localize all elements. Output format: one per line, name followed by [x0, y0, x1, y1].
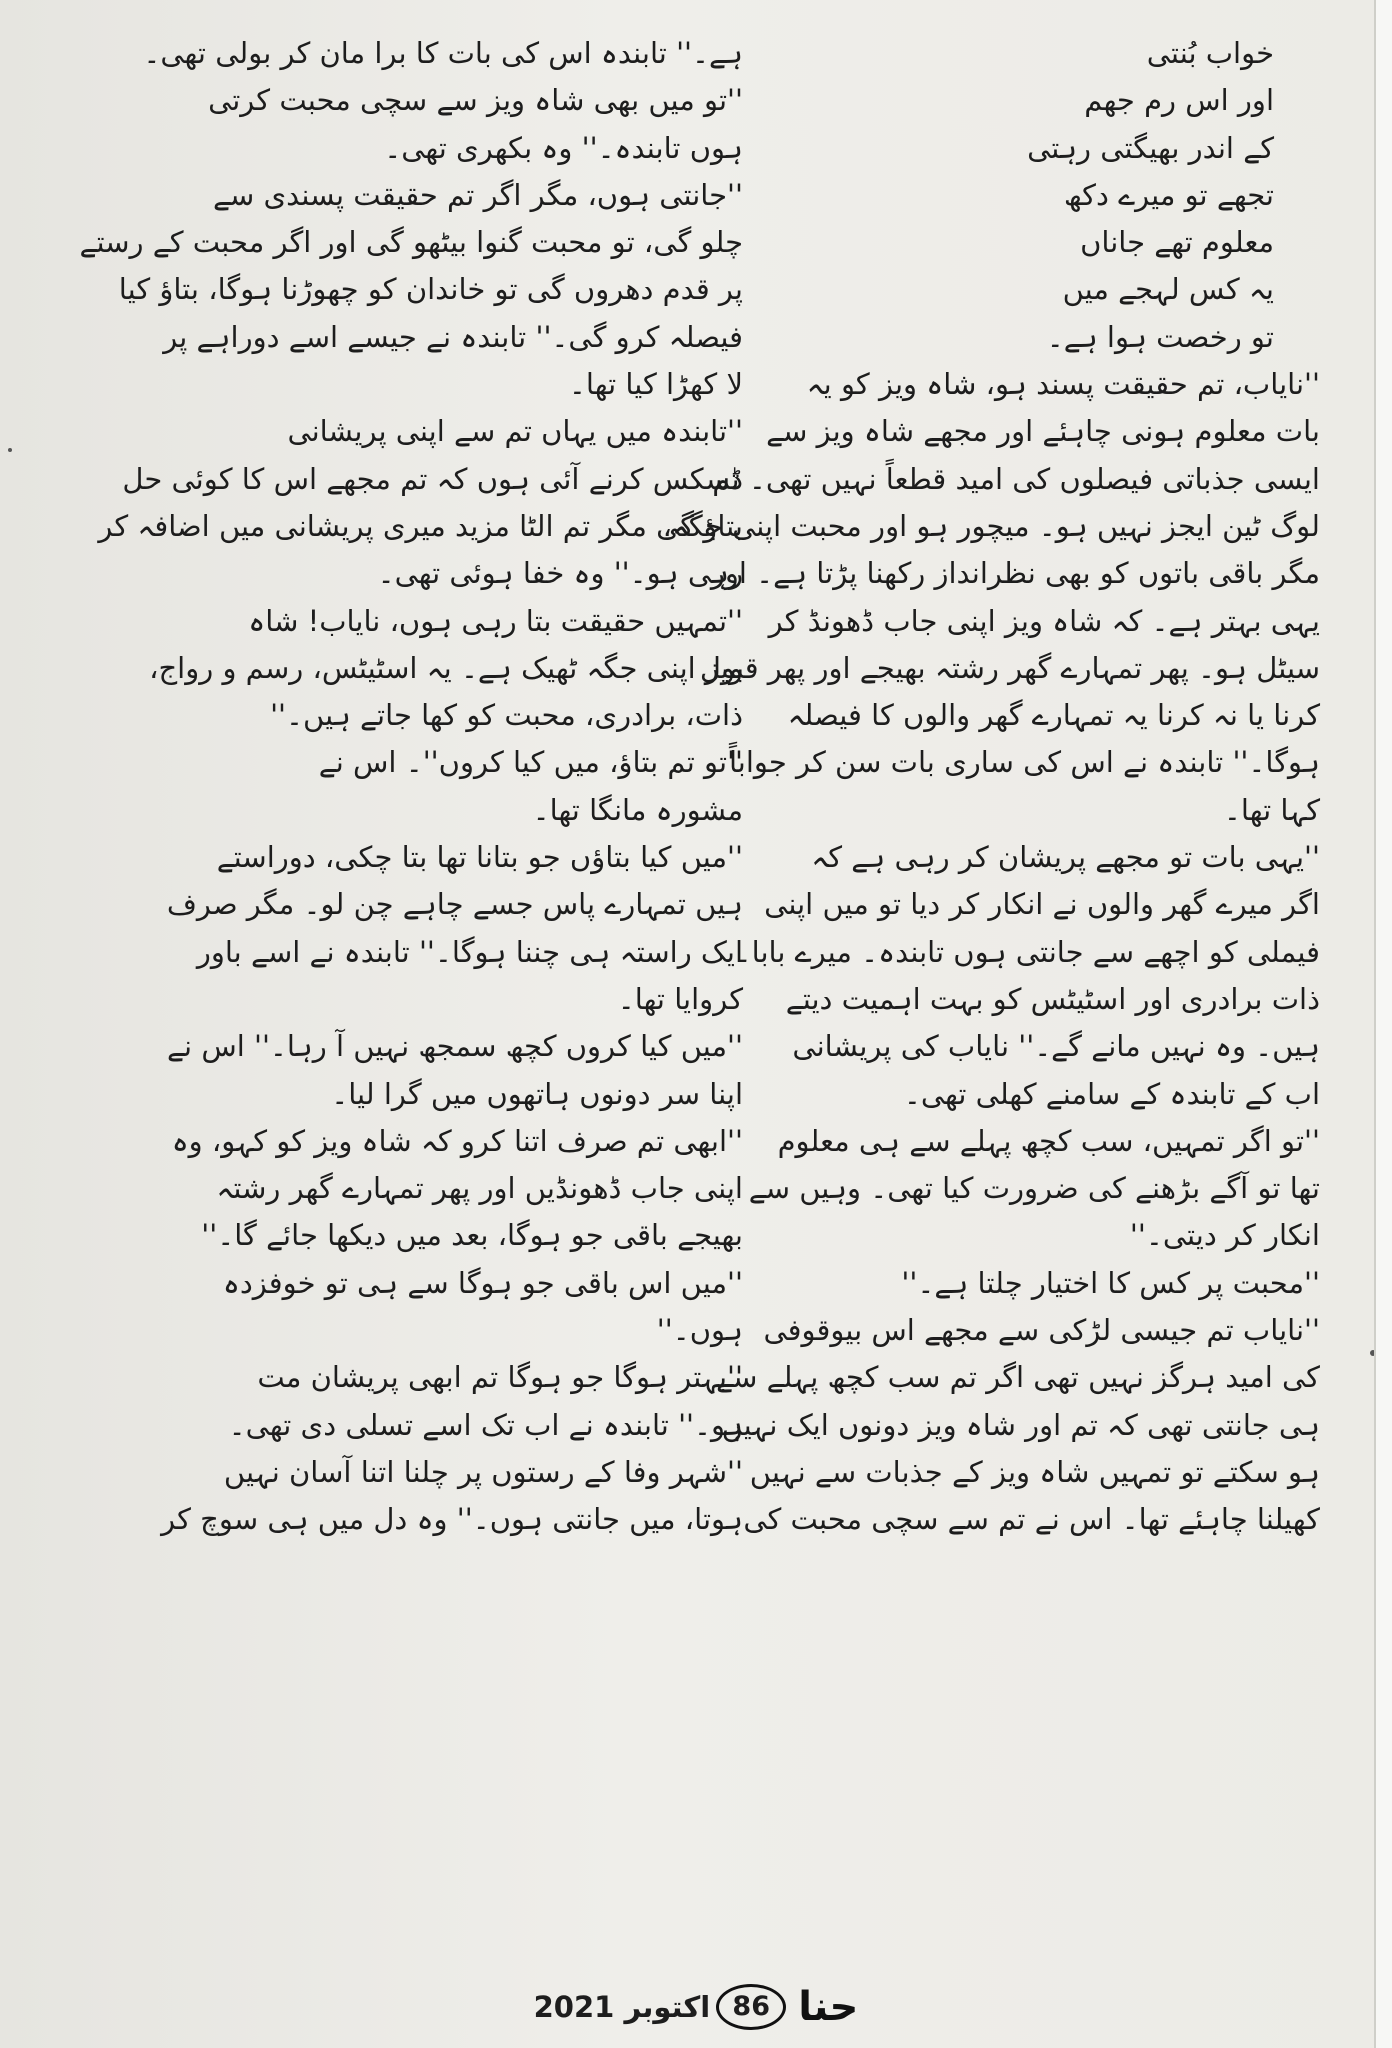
- text-line: انکار کر دیتی۔'': [1129, 1218, 1320, 1253]
- scan-speck: [8, 448, 12, 452]
- text-line: ہیں تمہارے پاس جسے چاہے چن لو۔ مگر صرف: [166, 887, 743, 922]
- text-line: ہوگا۔'' تابندہ نے اس کی ساری بات سن کر جواباً: [728, 745, 1320, 780]
- text-line: ''تو میں بھی شاہ ویز سے سچی محبت کرتی: [208, 83, 743, 118]
- text-line: مشورہ مانگا تھا۔: [532, 792, 743, 827]
- text-line: کرنا یا نہ کرنا یہ تمہارے گھر والوں کا فیصلہ: [787, 698, 1320, 733]
- text-line: ہوتا، میں جانتی ہوں۔'' وہ دل میں ہی سوچ کر: [161, 1502, 743, 1537]
- text-line: ہوں تابندہ۔'' وہ بکھری تھی۔: [384, 130, 743, 165]
- text-line: ''جانتی ہوں، مگر اگر تم حقیقت پسندی سے: [212, 177, 743, 212]
- text-line: ہی جانتی تھی کہ تم اور شاہ ویز دونوں ایک نہیں: [721, 1407, 1320, 1442]
- text-line: لا کھڑا کیا تھا۔: [568, 367, 743, 402]
- text-line: کروایا تھا۔: [617, 981, 743, 1016]
- left-text-column: [79, 30, 743, 1544]
- poem-line: خواب بُنتی: [1146, 36, 1274, 70]
- text-line: ''یہی بات تو مجھے پریشان کر رہی ہے کہ: [811, 840, 1320, 875]
- text-line: ''محبت پر کس کا اختیار چلتا ہے۔'': [901, 1265, 1320, 1300]
- text-line: ''میں کیا کروں کچھ سمجھ نہیں آ رہا۔'' اس نے: [167, 1029, 743, 1064]
- text-line: بات معلوم ہونی چاہئے اور مجھے شاہ ویز سے: [766, 414, 1320, 449]
- text-line: ''تو اگر تمہیں، سب کچھ پہلے سے ہی معلوم: [777, 1123, 1320, 1158]
- text-line: پر قدم دھروں گی تو خاندان کو چھوڑنا ہوگا، بتاؤ کیا: [118, 272, 743, 307]
- text-line: ایک راستہ ہی چننا ہوگا۔'' تابندہ نے اسے باور: [196, 934, 743, 969]
- text-line: تھا تو آگے بڑھنے کی ضرورت کیا تھی۔ وہیں سے: [748, 1171, 1320, 1206]
- text-line: ''بہتر ہوگا جو ہوگا تم ابھی پریشان مت: [257, 1360, 743, 1395]
- text-line: ''تو تم بتاؤ، میں کیا کروں''۔ اس نے: [318, 745, 743, 780]
- text-line: ایسی جذباتی فیصلوں کی امید قطعاً نہیں تھی۔ تم: [712, 461, 1320, 496]
- text-line: کہا تھا۔: [1223, 792, 1320, 827]
- text-line: بھیجے باقی جو ہوگا، بعد میں دیکھا جائے گا۔'': [201, 1218, 743, 1253]
- text-line: فیملی کو اچھے سے جانتی ہوں تابندہ۔ میرے بابا۔: [734, 934, 1320, 969]
- text-line: اپنا سر دونوں ہاتھوں میں گرا لیا۔: [331, 1076, 743, 1111]
- text-line: اپنی جاب ڈھونڈیں اور پھر تمہارے گھر رشتہ: [216, 1171, 743, 1206]
- page-edge: [1374, 0, 1392, 2048]
- text-line: ذات برادری اور اسٹیٹس کو بہت اہمیت دیتے: [785, 981, 1320, 1016]
- text-line: کی امید ہرگز نہیں تھی اگر تم سب کچھ پہلے سے: [716, 1360, 1320, 1395]
- poem-line: معلوم تھے جاناں: [1080, 225, 1274, 260]
- text-line: ''شہر وفا کے رستوں پر چلنا اتنا آسان نہیں: [223, 1454, 743, 1489]
- text-line: ہو سکتے تو تمہیں شاہ ویز کے جذبات سے نہیں: [749, 1454, 1320, 1489]
- text-line: ''تابندہ میں یہاں تم سے اپنی پریشانی: [287, 414, 743, 449]
- page-number: 86: [716, 1984, 786, 2030]
- issue-date: اکتوبر 2021: [533, 1990, 711, 2024]
- text-line: فیصلہ کرو گی۔'' تابندہ نے جیسے اسے دوراہے پر: [163, 319, 743, 354]
- text-line: چلو گی، تو محبت گنوا بیٹھو گی اور اگر محبت کے رستے: [79, 225, 743, 260]
- poem-line: تجھے تو میرے دکھ: [1063, 177, 1274, 212]
- text-line: اگر میرے گھر والوں نے انکار کر دیا تو میں اپنی: [764, 887, 1320, 922]
- text-line: بتاؤ گی مگر تم الٹا مزید میری پریشانی میں اضافہ کر: [98, 508, 743, 543]
- poem-line: کے اندر بھیگتی رہتی: [1027, 130, 1274, 165]
- text-line: ہے۔'' تابندہ اس کی بات کا برا مان کر بولی تھی۔: [143, 36, 743, 70]
- poem-block: [780, 30, 1320, 361]
- text-line: ذات، برادری، محبت کو کھا جاتے ہیں۔'': [270, 698, 743, 733]
- text-line: ''تمہیں حقیقت بتا رہی ہوں، نایاب! شاہ: [248, 603, 743, 638]
- poem-line: یہ کس لہجے میں: [1062, 272, 1274, 307]
- text-line: ''میں کیا بتاؤں جو بتانا تھا بتا چکی، دوراستے: [216, 840, 743, 875]
- magazine-logo: حنا: [798, 1984, 859, 2030]
- text-line: مگر باقی باتوں کو بھی نظرانداز رکھنا پڑتا ہے۔ اور: [710, 556, 1320, 591]
- text-line: یہی بہتر ہے۔ کہ شاہ ویز اپنی جاب ڈھونڈ کر: [768, 603, 1320, 638]
- poem-line: اور اس رم جھم: [1084, 83, 1274, 118]
- poem-line: تو رخصت ہوا ہے۔: [1046, 319, 1274, 354]
- text-line: ''نایاب، تم حقیقت پسند ہو، شاہ ویز کو یہ: [806, 367, 1320, 402]
- text-line: لوگ ٹین ایجز نہیں ہو۔ میچور ہو اور محبت اپنی جگہ،: [662, 508, 1320, 543]
- text-line: ''میں اس باقی جو ہوگا سے ہی تو خوفزدہ: [222, 1265, 743, 1300]
- page-footer: [0, 1982, 1392, 2032]
- text-line: اب کے تابندہ کے سامنے کھلی تھی۔: [903, 1076, 1320, 1111]
- text-line: سیٹل ہو۔ پھر تمہارے گھر رشتہ بھیجے اور پھر قبول: [699, 650, 1320, 685]
- text-line: ہو۔'' تابندہ نے اب تک اسے تسلی دی تھی۔: [228, 1407, 743, 1442]
- text-line: ہیں۔ وہ نہیں مانے گے۔'' نایاب کی پریشانی: [792, 1029, 1320, 1064]
- text-line: ڈسکس کرنے آئی ہوں کہ تم مجھے اس کا کوئی حل: [122, 461, 743, 496]
- text-line: ویز اپنی جگہ ٹھیک ہے۔ یہ اسٹیٹس، رسم و رواج،: [149, 650, 743, 685]
- text-line: ہوں۔'': [656, 1313, 743, 1348]
- text-line: ''ابھی تم صرف اتنا کرو کہ شاہ ویز کو کہو، وہ: [171, 1123, 743, 1158]
- text-line: ''نایاب تم جیسی لڑکی سے مجھے اس بیوقوفی: [763, 1313, 1320, 1348]
- text-line: کھیلنا چاہئے تھا۔ اس نے تم سے سچی محبت کی: [743, 1502, 1320, 1537]
- text-line: رہی ہو۔'' وہ خفا ہوئی تھی۔: [377, 556, 743, 591]
